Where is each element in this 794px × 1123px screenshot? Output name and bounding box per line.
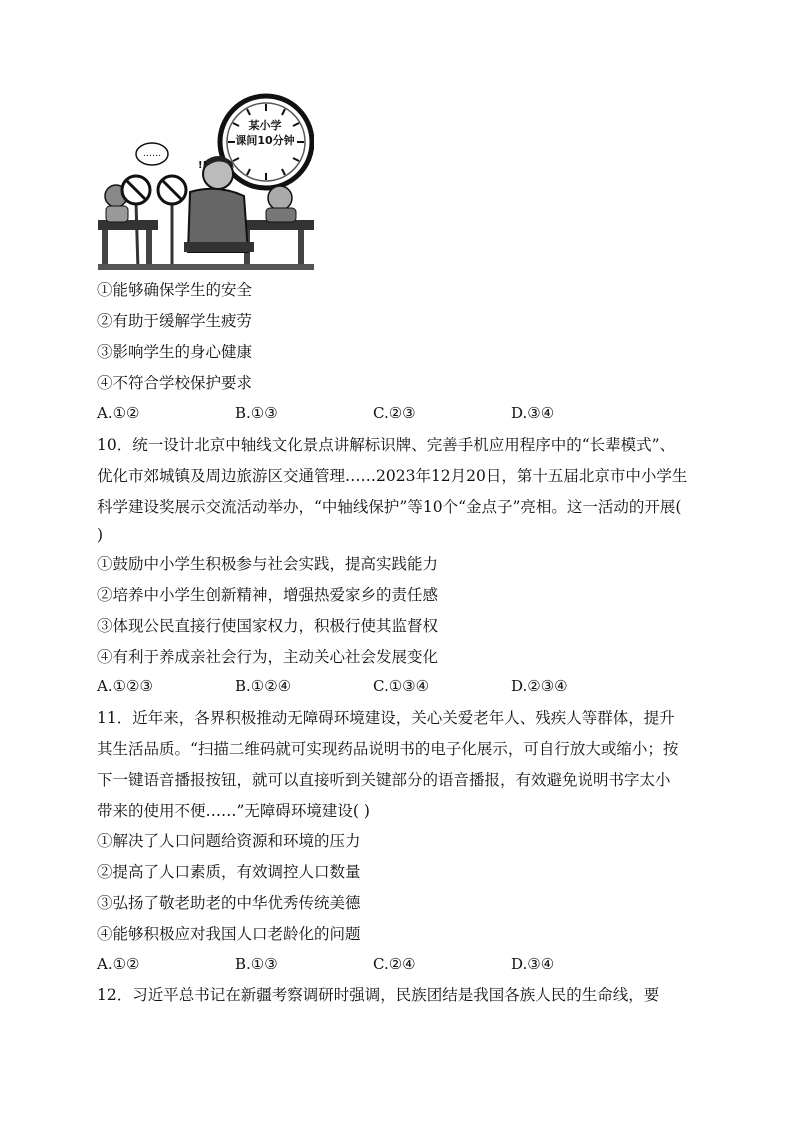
q11-item-2: ②提高了人口素质，有效调控人口数量 <box>97 863 361 881</box>
q10-stem-line-1: 10．统一设计北京中轴线文化景点讲解标识牌、完善手机应用程序中的“长辈模式”、 <box>97 436 676 454</box>
q9-options <box>97 404 697 424</box>
q9-item-4: ④不符合学校保护要求 <box>97 374 253 392</box>
q9-item-2: ②有助于缓解学生疲劳 <box>97 312 253 330</box>
q11-option-d[interactable]: D.③④ <box>511 955 555 973</box>
q10-option-b[interactable]: B.①②④ <box>235 677 292 695</box>
q11-stem-line-3: 下一键语音播报按钮，就可以直接听到关键部分的语音播报，有效避免说明书字太小 <box>97 771 671 789</box>
q9-item-3: ③影响学生的身心健康 <box>97 343 253 361</box>
clock-label-line-1: 某小学 <box>248 119 282 132</box>
q11-stem-line-4: 带来的使用不便……”无障碍环境建设( ) <box>97 802 370 820</box>
q9-option-d[interactable]: D.③④ <box>511 404 555 422</box>
q10-option-c[interactable]: C.①③④ <box>373 677 430 695</box>
q11-stem-line-2: 其生活品质。“扫描二维码就可实现药品说明书的电子化展示，可自行放大或缩小；按 <box>97 740 679 758</box>
clock-label <box>226 118 304 148</box>
q10-stem-line-2: 优化市郊城镇及周边旅游区交通管理……2023年12月20日，第十五届北京市中小学生 <box>97 467 688 485</box>
q10-option-a[interactable]: A.①②③ <box>97 677 153 695</box>
q9-item-1: ①能够确保学生的安全 <box>97 281 253 299</box>
clock-label-line-2: 课间10分钟 <box>235 134 295 147</box>
q10-options <box>97 677 697 697</box>
q10-item-3: ③体现公民直接行使国家权力，积极行使其监督权 <box>97 617 439 635</box>
q9-option-c[interactable]: C.②③ <box>373 404 416 422</box>
q11-options <box>97 955 697 975</box>
q11-item-3: ③弘扬了敬老助老的中华优秀传统美德 <box>97 894 361 912</box>
exclaim-marks: !! <box>198 160 208 171</box>
q10-item-1: ①鼓励中小学生积极参与社会实践，提高实践能力 <box>97 555 439 573</box>
q11-item-4: ④能够积极应对我国人口老龄化的问题 <box>97 925 361 943</box>
q11-stem-line-1: 11．近年来，各界积极推动无障碍环境建设，关心关爱老年人、残疾人等群体，提升 <box>97 709 675 727</box>
q11-item-1: ①解决了人口问题给资源和环境的压力 <box>97 832 361 850</box>
q10-stem-line-4: ) <box>97 526 104 544</box>
q10-option-d[interactable]: D.②③④ <box>511 677 568 695</box>
q10-item-4: ④有利于养成亲社会行为，主动关心社会发展变化 <box>97 648 439 666</box>
q12-stem-line-1: 12．习近平总书记在新疆考察调研时强调，民族团结是我国各族人民的生命线，要 <box>97 986 660 1004</box>
q10-item-2: ②培养中小学生创新精神，增强热爱家乡的责任感 <box>97 586 439 604</box>
q9-option-b[interactable]: B.①③ <box>235 404 278 422</box>
q11-option-b[interactable]: B.①③ <box>235 955 278 973</box>
cartoon-illustration <box>98 92 314 270</box>
q11-option-a[interactable]: A.①② <box>97 955 140 973</box>
q10-stem-line-3: 科学建设奖展示交流活动举办，“中轴线保护”等10个“金点子”亮相。这一活动的开展( <box>97 498 682 516</box>
q11-option-c[interactable]: C.②④ <box>373 955 416 973</box>
speech-bubble-text: …… <box>143 149 161 159</box>
q9-option-a[interactable]: A.①② <box>97 404 140 422</box>
